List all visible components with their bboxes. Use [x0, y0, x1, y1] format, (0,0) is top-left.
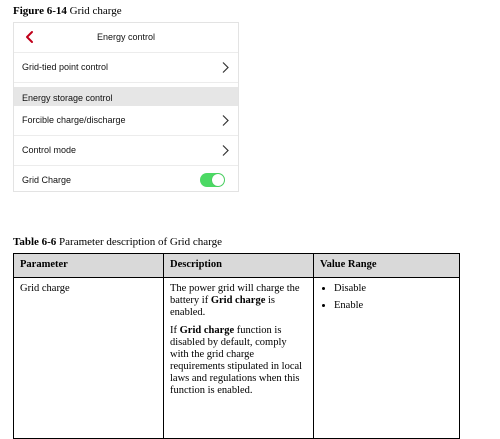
screen-header — [14, 23, 238, 53]
cell-value-range — [314, 278, 460, 439]
row-label: Forcible charge/discharge — [22, 115, 126, 125]
table-number: Table 6-6 — [13, 236, 57, 248]
table-row — [14, 278, 460, 439]
row-label: Control mode — [22, 145, 77, 155]
header-description: Description — [164, 254, 314, 278]
description-paragraph-1: The power grid will charge the battery if Grid charge is enabled. — [170, 283, 300, 318]
chevron-right-icon — [220, 61, 230, 74]
screen-title: Energy control — [96, 32, 156, 42]
section-label: Energy storage control — [22, 93, 113, 103]
phone-screen — [13, 22, 239, 192]
row-control-mode[interactable] — [14, 136, 238, 166]
grid-charge-toggle[interactable] — [200, 173, 225, 187]
figure-number: Figure 6-14 — [13, 5, 67, 17]
row-grid-charge — [14, 166, 238, 195]
table-caption — [13, 236, 222, 249]
figure-caption — [13, 5, 122, 18]
table-title: Parameter description of Grid charge — [59, 236, 222, 248]
figure-title: Grid charge — [69, 5, 122, 17]
table-header-row — [14, 254, 460, 278]
row-grid-tied-point-control[interactable] — [14, 53, 238, 83]
value-option: • Disable — [334, 283, 453, 295]
row-label: Grid Charge — [22, 175, 72, 185]
cell-description — [164, 278, 314, 439]
row-forcible-charge-discharge[interactable] — [14, 106, 238, 136]
value-option: • Enable — [334, 300, 453, 312]
chevron-right-icon — [220, 144, 230, 157]
chevron-right-icon — [220, 114, 230, 127]
header-value-range: Value Range — [314, 254, 460, 278]
row-label: Grid-tied point control — [22, 62, 109, 72]
section-energy-storage-control — [14, 87, 238, 106]
description-paragraph-2: If Grid charge function is disabled by default, comply with the grid charge requirements stipulated in local laws and regulations when this function is enabled. — [170, 325, 303, 396]
parameter-table — [13, 253, 460, 439]
toggle-knob — [212, 174, 224, 186]
cell-parameter: Grid charge — [14, 278, 164, 439]
header-parameter: Parameter — [14, 254, 164, 278]
